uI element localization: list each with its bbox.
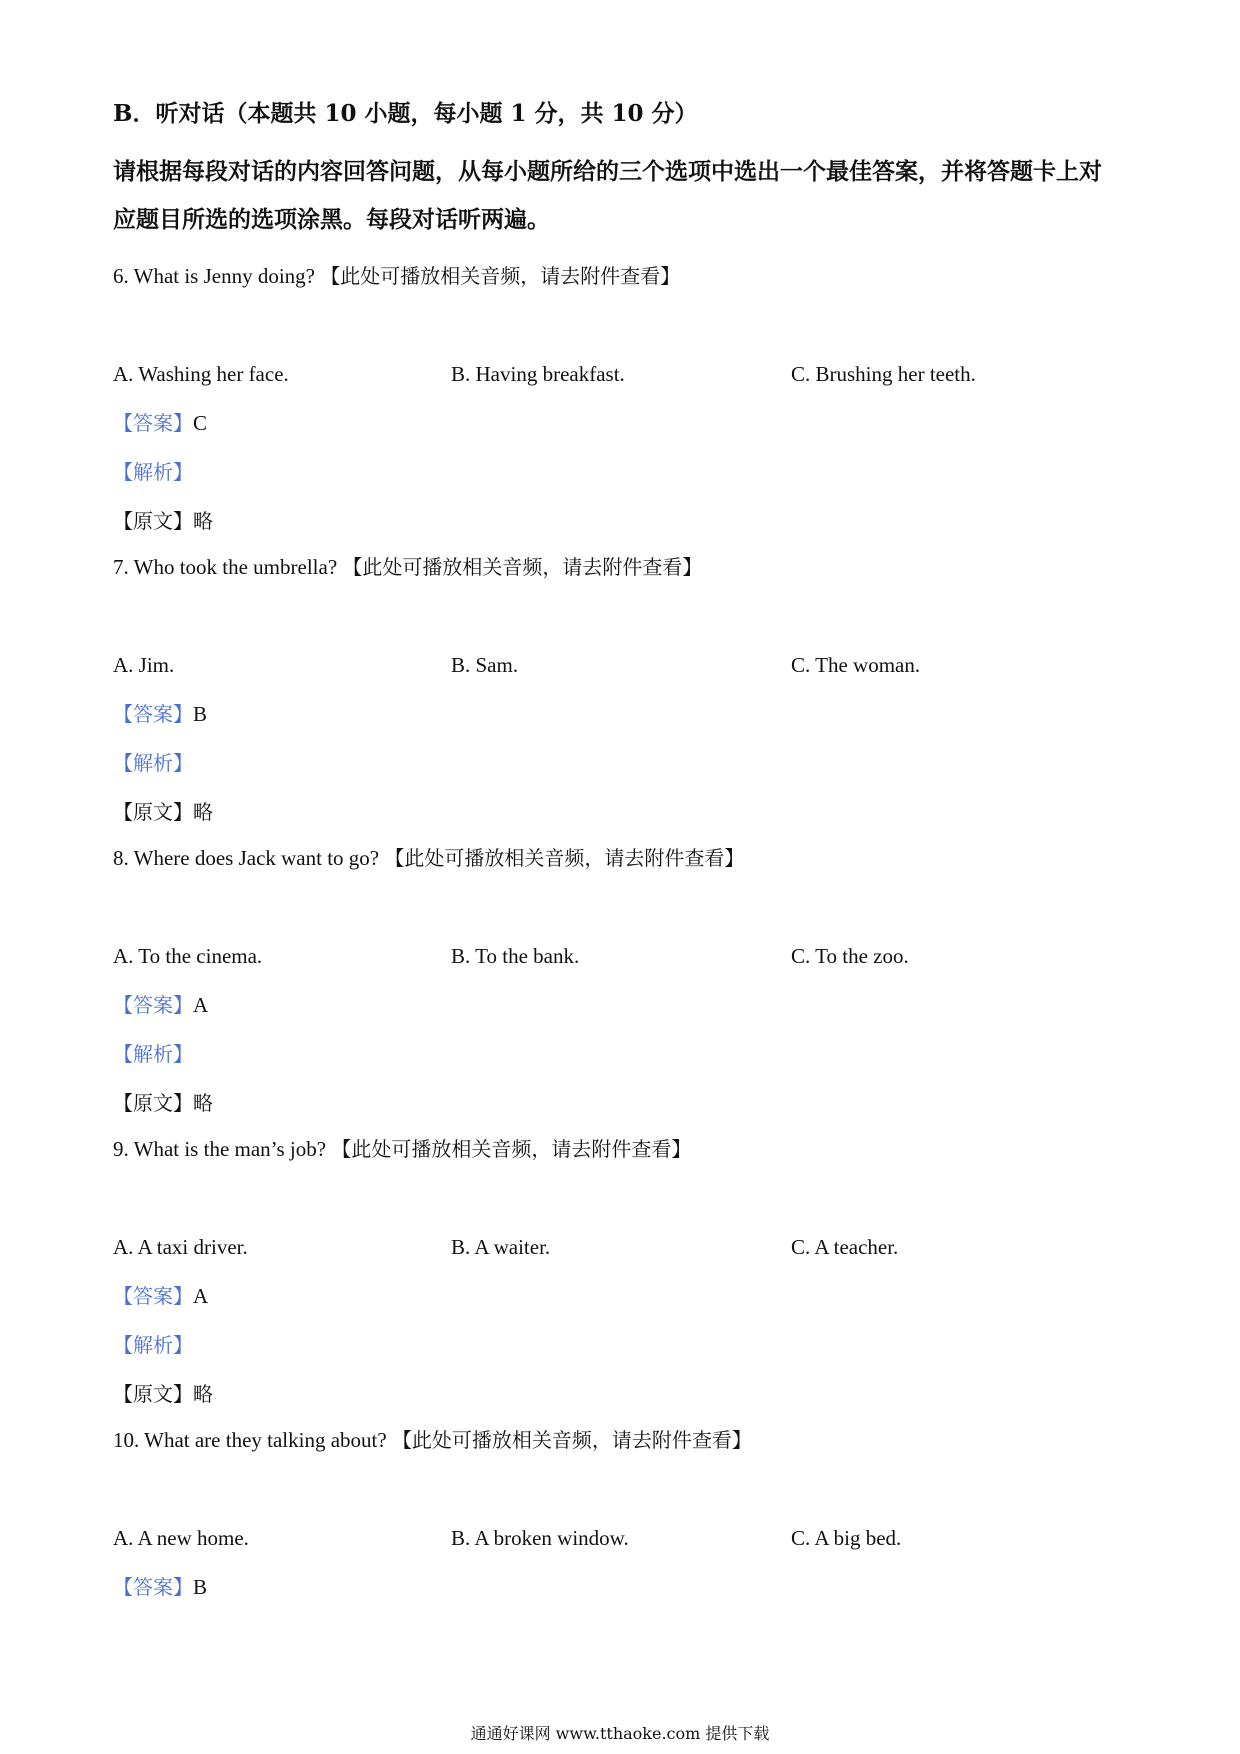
answer-row <box>113 409 1123 437</box>
original-row <box>113 1089 1123 1117</box>
original-label: 【原文】 <box>113 800 193 824</box>
original-value: 略 <box>193 800 213 824</box>
original-value: 略 <box>193 1091 213 1115</box>
option-c: C. A big bed. <box>791 1526 902 1550</box>
question-stem: 8. Where does Jack want to go? <box>113 846 380 870</box>
options-row <box>113 1233 1123 1261</box>
answer-label: 【答案】 <box>113 1575 193 1599</box>
question-block-6 <box>113 262 1123 535</box>
answer-label: 【答案】 <box>113 411 193 435</box>
question-stem: 7. Who took the umbrella? <box>113 555 338 579</box>
section-title: B．听对话（本题共 10 小题，每小题 1 分，共 10 分） <box>113 100 698 127</box>
answer-row <box>113 1282 1123 1310</box>
question-block-10 <box>113 1426 1123 1601</box>
answer-label: 【答案】 <box>113 993 193 1017</box>
option-a: A. A new home. <box>113 1526 249 1550</box>
audio-note[interactable]: 【此处可播放相关音频，请去附件查看】 <box>384 846 745 870</box>
option-a: A. Jim. <box>113 653 175 677</box>
answer-value: A <box>193 1284 209 1308</box>
options-row <box>113 360 1123 388</box>
option-b: B. To the bank. <box>451 944 580 968</box>
original-label: 【原文】 <box>113 509 193 533</box>
answer-row <box>113 991 1123 1019</box>
option-c: C. The woman. <box>791 653 921 677</box>
audio-note[interactable]: 【此处可播放相关音频，请去附件查看】 <box>331 1137 692 1161</box>
question-stem: 9. What is the man’s job? <box>113 1137 327 1161</box>
original-row <box>113 507 1123 535</box>
answer-label: 【答案】 <box>113 702 193 726</box>
question-block-7 <box>113 553 1123 826</box>
original-row <box>113 798 1123 826</box>
audio-note[interactable]: 【此处可播放相关音频，请去附件查看】 <box>320 264 681 288</box>
option-a: A. Washing her face. <box>113 362 289 386</box>
analysis-label: 【解析】 <box>113 460 193 484</box>
option-b: B. Having breakfast. <box>451 362 625 386</box>
analysis-label: 【解析】 <box>113 1333 193 1357</box>
analysis-row <box>113 1040 1123 1068</box>
audio-note[interactable]: 【此处可播放相关音频，请去附件查看】 <box>391 1428 752 1452</box>
option-c: C. A teacher. <box>791 1235 899 1259</box>
option-b: B. A broken window. <box>451 1526 629 1550</box>
question-text <box>113 262 1123 290</box>
answer-value: B <box>193 702 208 726</box>
question-stem: 6. What is Jenny doing? <box>113 264 316 288</box>
question-text <box>113 1426 1123 1454</box>
section-instructions: 请根据每段对话的内容回答问题，从每小题所给的三个选项中选出一个最佳答案，并将答题卡上对应题目所选的选项涂黑。每段对话听两遍。 <box>113 158 1102 233</box>
answer-value: B <box>193 1575 208 1599</box>
options-row <box>113 942 1123 970</box>
original-row <box>113 1380 1123 1408</box>
original-label: 【原文】 <box>113 1091 193 1115</box>
page-footer: 通通好课网 www.tthaoke.com 提供下载 <box>470 1724 770 1743</box>
analysis-row <box>113 749 1123 777</box>
answer-label: 【答案】 <box>113 1284 193 1308</box>
options-row <box>113 1524 1123 1552</box>
question-block-9 <box>113 1135 1123 1408</box>
option-a: A. A taxi driver. <box>113 1235 248 1259</box>
answer-value: C <box>193 411 208 435</box>
exam-page <box>113 100 1123 1601</box>
original-value: 略 <box>193 1382 213 1406</box>
question-block-8 <box>113 844 1123 1117</box>
answer-value: A <box>193 993 209 1017</box>
original-value: 略 <box>193 509 213 533</box>
question-text <box>113 553 1123 581</box>
answer-row <box>113 1573 1123 1601</box>
option-b: B. A waiter. <box>451 1235 551 1259</box>
question-stem: 10. What are they talking about? <box>113 1428 387 1452</box>
question-text <box>113 1135 1123 1163</box>
question-text <box>113 844 1123 872</box>
analysis-label: 【解析】 <box>113 751 193 775</box>
option-c: C. To the zoo. <box>791 944 909 968</box>
option-b: B. Sam. <box>451 653 519 677</box>
analysis-row <box>113 458 1123 486</box>
audio-note[interactable]: 【此处可播放相关音频，请去附件查看】 <box>342 555 703 579</box>
option-c: C. Brushing her teeth. <box>791 362 976 386</box>
option-a: A. To the cinema. <box>113 944 263 968</box>
original-label: 【原文】 <box>113 1382 193 1406</box>
analysis-row <box>113 1331 1123 1359</box>
options-row <box>113 651 1123 679</box>
answer-row <box>113 700 1123 728</box>
analysis-label: 【解析】 <box>113 1042 193 1066</box>
